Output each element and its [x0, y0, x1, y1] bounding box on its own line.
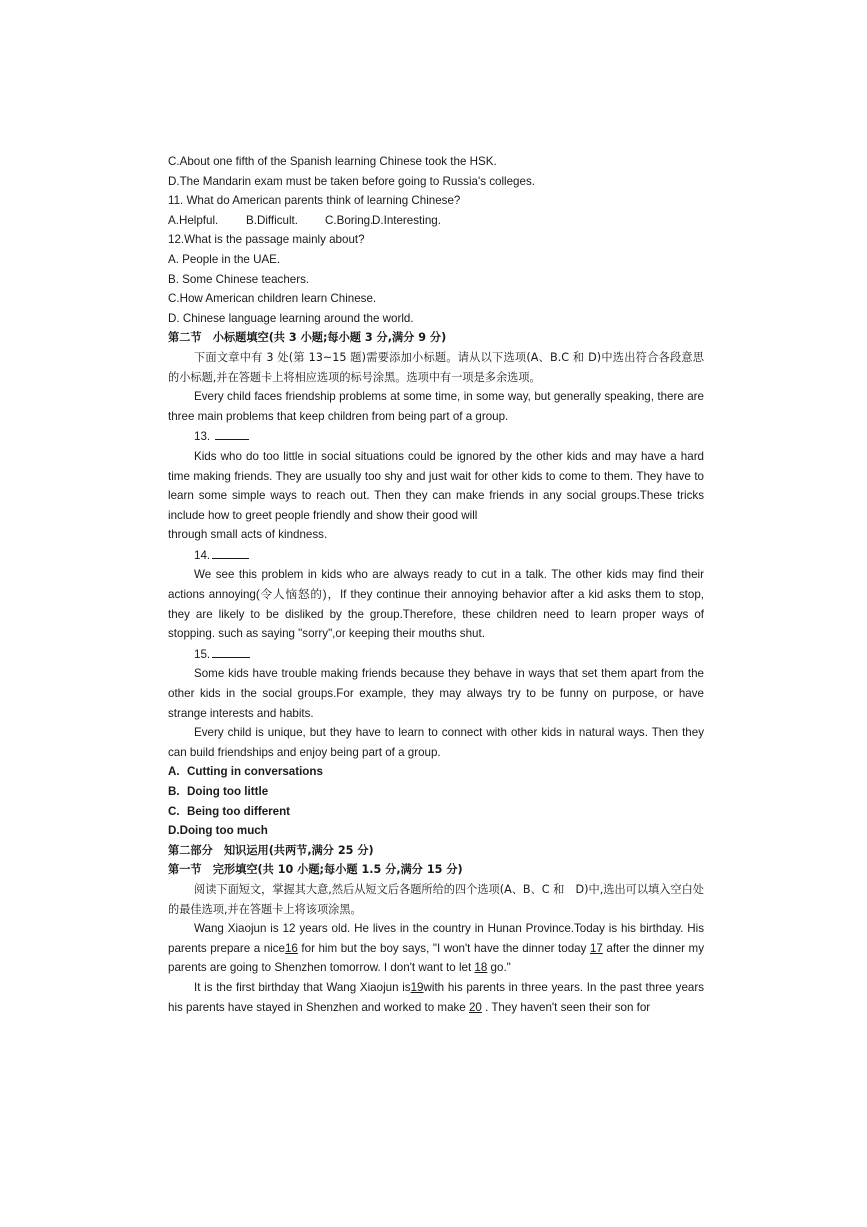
cloze-section-heading: 第一节 完形填空(共 10 小题;每小题 1.5 分,满分 15 分): [168, 863, 463, 877]
section2-option-b: B. Doing too little: [168, 785, 269, 798]
q13-paragraph: Kids who do too little in social situations could be ignored by the other kids and may have a hard time making friends. They are usually too shy and just wait for other kids to come to them. They have to learn some simple ways to reach out. Then they can make friends in any social groups.These tricks include how to greet people friendly and show their good will: [168, 449, 704, 522]
q13-answer-blank: [215, 426, 249, 440]
q14-paragraph: We see this problem in kids who are always ready to cut in a talk. The other kids may find their actions annoying(令人恼怒的)，If they continue their annoying behavior after a kid asks them to stop, they are likely to be disliked by the group.Therefore, these children need to learn proper ways of stopping. such as saying "sorry",or keeping their mouths shut.: [168, 568, 704, 641]
section2-conclusion: Every child is unique, but they have to learn to connect with other kids in natural ways. Then they can build friendships and enjoy being part of a group.: [168, 726, 704, 759]
q15-answer-blank: [212, 644, 250, 658]
q15-heading-blank: [168, 644, 704, 665]
q12-option-a: A. People in the UAE.: [168, 252, 281, 266]
cloze-blank-17: 17: [589, 941, 603, 955]
q11-option-b: B.Difficult.: [246, 213, 298, 227]
q14-label: 14.: [194, 548, 211, 562]
section2-instructions: 下面文章中有 3 处(第 13~15 题)需要添加小标题。请从以下选项(A、B.C 和 D)中选出符合各段意思的小标题,并在答题卡上将相应选项的标号涂黑。选项中有一项是多余选项。: [168, 350, 704, 384]
exam-page: [168, 152, 704, 1017]
q10-option-d: D.The Mandarin exam must be taken before going to Russia's colleges.: [168, 174, 535, 188]
q10-option-c: C.About one fifth of the Spanish learning Chinese took the HSK.: [168, 155, 497, 168]
cloze-blank-16: 16: [284, 941, 298, 955]
section2-option-d: D.Doing too much: [168, 824, 268, 838]
cloze-blank-19: 19: [410, 980, 424, 994]
part2-heading: 第二部分 知识运用(共两节,满分 25 分): [168, 843, 374, 857]
q15-paragraph: Some kids have trouble making friends because they behave in ways that set them apart from the other kids in the social groups.For example, they may always try to be funny on purpose, or have strange interests and habits.: [168, 667, 704, 720]
q11-option-c: C.Boring.: [325, 213, 374, 227]
q11-option-d: D.Interesting.: [372, 213, 441, 227]
q12-question: 12.What is the passage mainly about?: [168, 233, 365, 247]
q13-heading-blank: [168, 426, 704, 447]
q11-option-a: A.Helpful.: [168, 213, 219, 227]
q15-label: 15.: [194, 647, 211, 661]
section2-intro: Every child faces friendship problems at some time, in some way, but generally speaking, there are three main problems that keep children from being part of a group.: [168, 390, 704, 423]
cloze-paragraph-2: It is the first birthday that Wang Xiaojun is19with his parents in three years. In the past three years his parents have stayed in Shenzhen and worked to make 20 . They haven't seen their son for: [168, 980, 704, 1014]
section2-option-c: C. Being too different: [168, 804, 291, 818]
q13-paragraph-tail: through small acts of kindness.: [168, 528, 328, 542]
cloze-instructions: 阅读下面短文，掌握其大意,然后从短文后各题所给的四个选项(A、B、C 和 D)中,选出可以填入空白处的最佳选项,并在答题卡上将该项涂黑。: [168, 882, 704, 916]
q11-question: 11. What do American parents think of learning Chinese?: [168, 194, 461, 208]
q13-label: 13.: [194, 430, 211, 444]
cloze-blank-20: 20: [468, 1000, 482, 1014]
cloze-paragraph-1: Wang Xiaojun is 12 years old. He lives in the country in Hunan Province.Today is his birthday. His parents prepare a nice16 for him but the boy says, "I won't have the dinner today 17 after the dinner my parents are going to Shenzhen tomorrow. I don't want to let 18 go.": [168, 922, 704, 975]
section2-heading: 第二节 小标题填空(共 3 小题;每小题 3 分,满分 9 分): [168, 331, 447, 345]
q14-answer-blank: [212, 545, 249, 559]
q12-option-b: B. Some Chinese teachers.: [168, 272, 310, 286]
q11-options: [168, 211, 704, 231]
q12-option-c: C.How American children learn Chinese.: [168, 292, 377, 306]
q14-heading-blank: [168, 545, 704, 566]
cloze-blank-18: 18: [474, 961, 488, 975]
q12-option-d: D. Chinese language learning around the world.: [168, 311, 414, 325]
section2-option-a: A. Cutting in conversations: [168, 765, 323, 779]
